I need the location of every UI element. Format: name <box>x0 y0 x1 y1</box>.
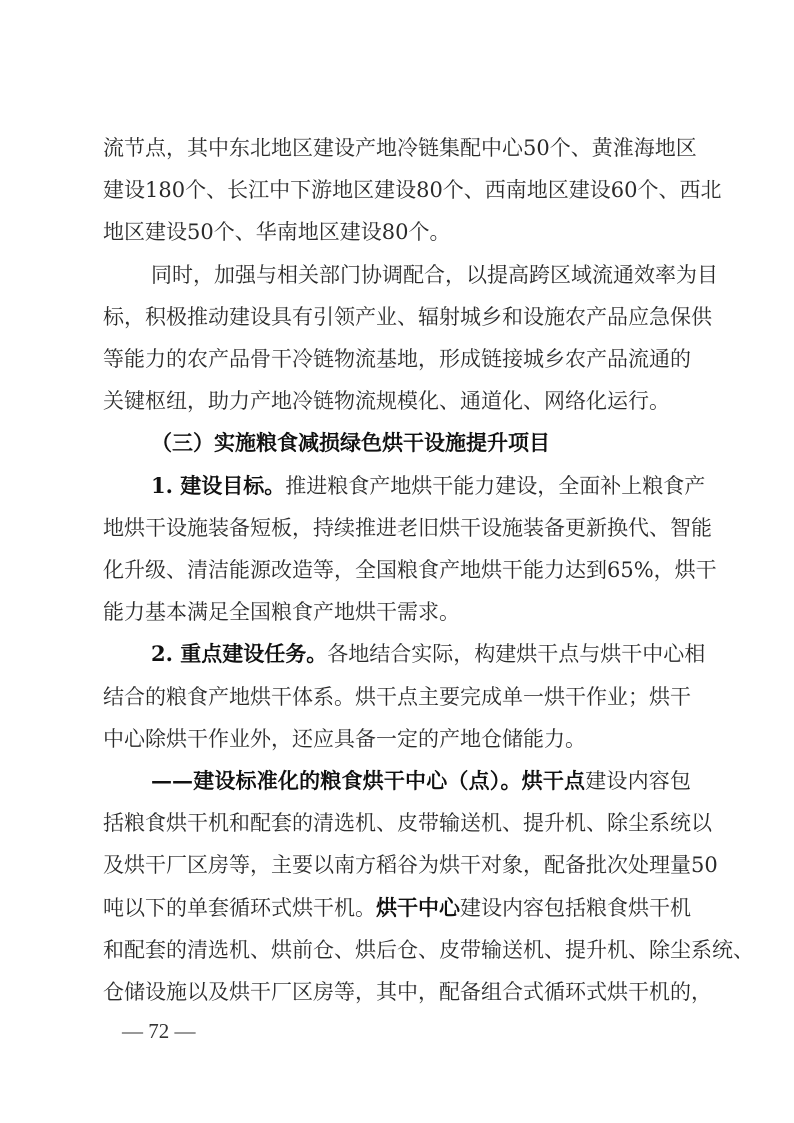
body-text: 结合的粮食产地烘干体系。烘干点主要完成单一烘干作业；烘干 <box>103 684 691 709</box>
text-line <box>103 217 691 247</box>
body-text: 吨以下的单套循环式烘干机。 <box>103 895 376 920</box>
body-text: 各地结合实际，构建烘干点与烘干中心相 <box>327 642 706 667</box>
body-text: 等能力的农产品骨干冷链物流基地，形成链接城乡农产品流通的 <box>103 347 691 371</box>
body-text: 推进粮食产地烘干能力建设，全面补上粮食产 <box>285 473 706 498</box>
page-number: — 72 — <box>122 1019 196 1043</box>
body-text: 中心除烘干作业外，还应具备一定的产地仓储能力。 <box>103 726 586 751</box>
body-text: 仓储设施以及烘干厂区房等，其中，配备组合式循环式烘干机的， <box>103 980 712 1004</box>
text-line <box>103 555 717 585</box>
text-line <box>103 724 691 754</box>
bold-text: 烘干中心 <box>376 894 460 920</box>
text-line <box>151 471 706 501</box>
body-text: 建设内容包 <box>585 769 691 793</box>
bold-text: 2. 重点建设任务。 <box>151 641 328 667</box>
text-line <box>103 386 691 416</box>
bold-text: ——建设标准化的粮食烘干中心（点）。烘干点 <box>151 768 586 793</box>
text-line <box>151 428 691 458</box>
body-text: 及烘干厂区房等，主要以南方稻谷为烘干对象，配备批次处理量50 <box>103 853 718 878</box>
text-line <box>151 639 706 669</box>
text-line <box>103 893 691 923</box>
body-text: 能力基本满足全国粮食产地烘干需求。 <box>103 600 460 625</box>
body-text: 地区建设50个、华南地区建设80个。 <box>103 220 451 245</box>
text-line <box>103 682 691 712</box>
bold-text: （三）实施粮食减损绿色烘干设施提升项目 <box>151 430 550 456</box>
bold-text: 1. 建设目标。 <box>151 472 286 498</box>
text-line <box>103 597 691 627</box>
body-text: 同时，加强与相关部门协调配合，以提高跨区域流通效率为目 <box>151 262 718 287</box>
body-text: 地烘干设施装备短板，持续推进老旧烘干设施装备更新换代、智能 <box>103 515 712 540</box>
text-line <box>151 766 691 796</box>
body-text: 关键枢纽，助力产地冷链物流规模化、通道化、网络化运行。 <box>103 389 670 414</box>
body-text: 化升级、清洁能源改造等，全国粮食产地烘干能力达到65%，烘干 <box>103 558 717 582</box>
body-text: 标，积极推动建设具有引领产业、辐射城乡和设施农产品应急保供 <box>103 304 712 329</box>
text-line <box>103 850 718 880</box>
text-line <box>151 260 718 290</box>
text-line <box>103 513 712 543</box>
body-text: 建设180个、长江中下游地区建设80个、西南地区建设60个、西北 <box>103 178 722 203</box>
body-text: 和配套的清选机、烘前仓、烘后仓、皮带输送机、提升机、除尘系统、 <box>103 937 754 962</box>
text-line <box>103 977 712 1007</box>
text-line <box>103 344 691 374</box>
text-line <box>103 808 712 838</box>
body-text: 括粮食烘干机和配套的清选机、皮带输送机、提升机、除尘系统以 <box>103 811 712 836</box>
text-line <box>103 175 722 205</box>
text-line <box>103 302 712 332</box>
text-line <box>103 133 697 163</box>
body-text: 流节点，其中东北地区建设产地冷链集配中心50个、黄淮海地区 <box>103 136 697 160</box>
body-text: 建设内容包括粮食烘干机 <box>460 895 691 920</box>
text-line <box>103 935 754 965</box>
